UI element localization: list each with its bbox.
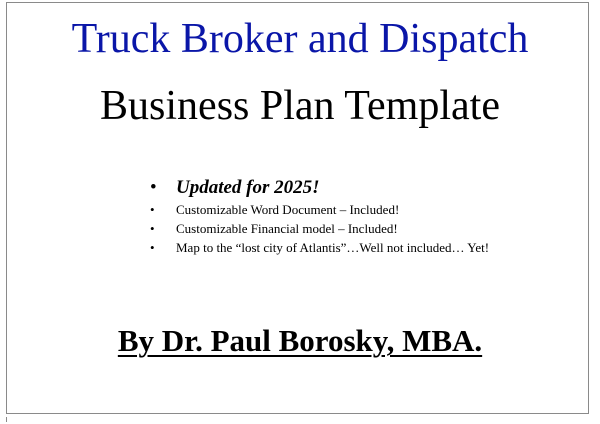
title-line-1: Truck Broker and Dispatch	[71, 16, 529, 62]
feature-item-text: Customizable Word Document – Included!	[176, 202, 400, 217]
title-line-2: Business Plan Template	[100, 83, 500, 129]
feature-item-text: Map to the “lost city of Atlantis”…Well not included… Yet!	[176, 240, 490, 255]
feature-list	[150, 176, 489, 257]
feature-item-text: Customizable Financial model – Included!	[176, 221, 398, 236]
bullet-icon: •	[150, 177, 157, 198]
feature-item	[150, 219, 489, 238]
feature-item	[150, 238, 489, 257]
bullet-icon: •	[150, 202, 155, 217]
author-byline: By Dr. Paul Borosky, MBA.	[117, 323, 483, 358]
feature-item	[150, 200, 489, 219]
page-corner-mark	[6, 417, 7, 422]
bullet-icon: •	[150, 221, 155, 236]
feature-lead-item	[150, 176, 489, 200]
bullet-icon: •	[150, 240, 155, 255]
feature-lead-text: Updated for 2025!	[176, 177, 320, 198]
